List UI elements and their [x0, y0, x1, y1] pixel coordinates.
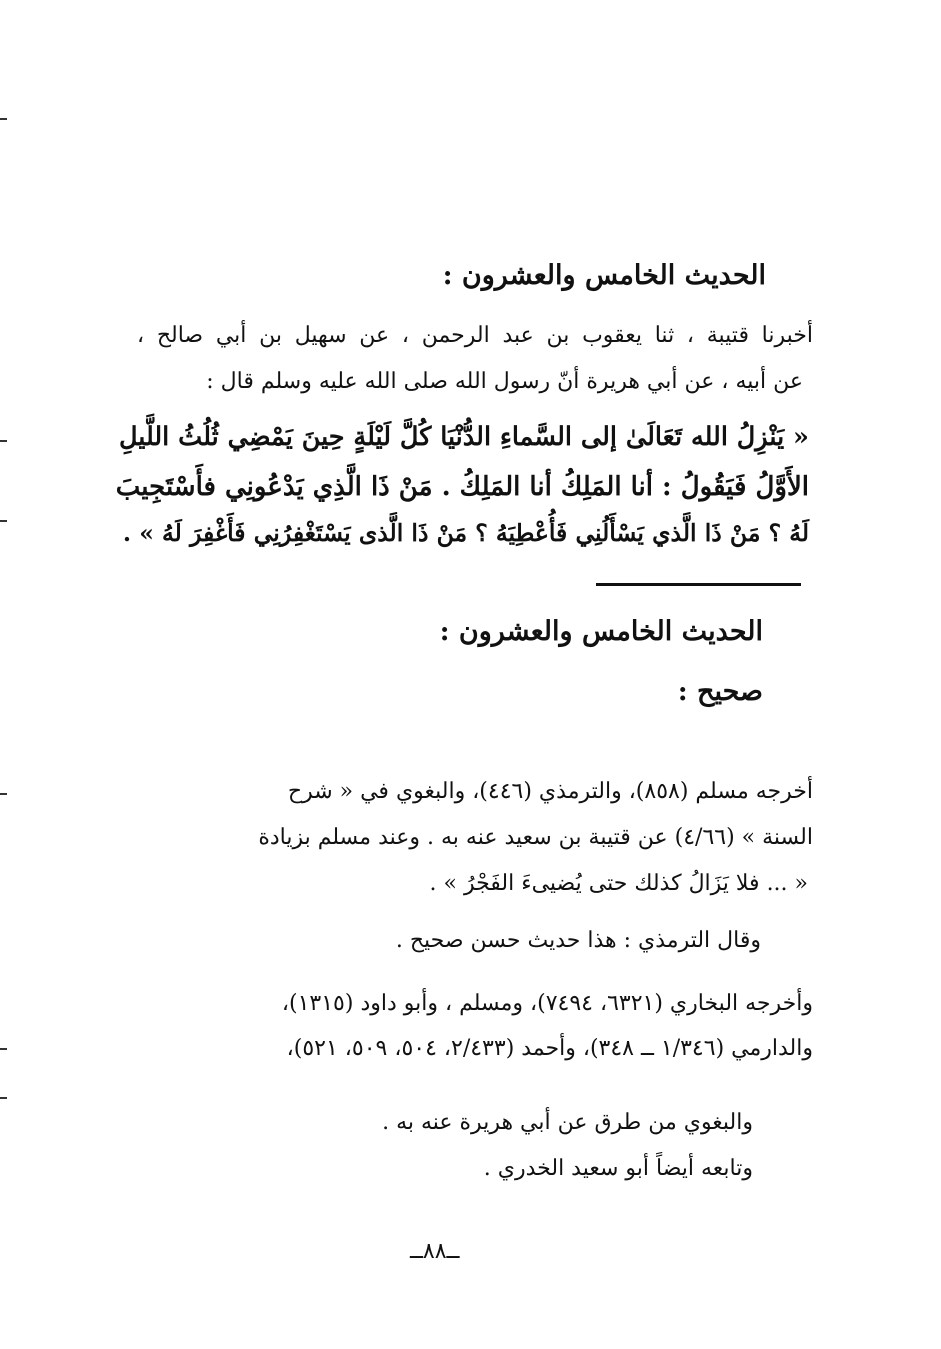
hadith-text-line: « يَنْزِلُ الله تَعَالَىٰ إلى السَّماءِ الدُّنْيَا كُلَّ لَيْلَةٍ حِينَ يَمْضِي ثُلُثُ اللَّيلِ — [118, 422, 809, 452]
hadith-text-line: لَهُ ؟ مَنْ ذَا الَّذي يَسْأَلُنِي فَأُعْطِيَهُ ؟ مَنْ ذَا الَّذى يَسْتَغْفِرُنِي فَأَغْفِرَ لَهُ » . — [122, 519, 809, 547]
tirmidhi-grading: وقال الترمذي : هذا حديث حسن صحيح . — [395, 928, 761, 953]
page-number: ــ٨٨ــ — [410, 1239, 460, 1264]
margin-mark — [0, 1048, 7, 1050]
takhrij-line: وتابعه أيضاً أبو سعيد الخدري . — [483, 1156, 753, 1181]
takhrij-line: « ... فلا يَزَالُ كذلك حتى يُضيىءَ الفَجْرُ » . — [429, 871, 808, 896]
takhrij-line: أخرجه مسلم (٨٥٨)، والترمذي (٤٤٦)، والبغوي في « شرح — [287, 779, 813, 804]
isnad-line: أخبرنا قتيبة ، ثنا يعقوب بن عبد الرحمن ، عن سهيل بن أبي صالح ، — [137, 323, 813, 348]
margin-mark — [0, 1097, 7, 1099]
separator-rule — [596, 583, 801, 586]
takhrij-line: والبغوي من طرق عن أبي هريرة عنه به . — [382, 1110, 753, 1135]
takhrij-line: السنة » (٤/٦٦) عن قتيبة بن سعيد عنه به . وعند مسلم بزيادة — [258, 825, 813, 850]
takhrij-line: وأخرجه البخاري (٦٣٢١، ٧٤٩٤)، ومسلم ، وأبو داود (١٣١٥)، — [281, 991, 813, 1016]
margin-mark — [0, 440, 7, 442]
isnad-line: عن أبيه ، عن أبي هريرة أنّ رسول الله صلى الله عليه وسلم قال : — [206, 369, 803, 394]
margin-mark — [0, 793, 7, 795]
margin-mark — [0, 118, 7, 120]
grade-heading: صحيح : — [677, 676, 763, 707]
section-heading: الحديث الخامس والعشرون : — [442, 260, 766, 291]
takhrij-line: والدارمي (١/٣٤٦ ــ ٣٤٨)، وأحمد (٢/٤٣٣، ٥٠٤، ٥٠٩، ٥٢١)، — [286, 1036, 813, 1061]
margin-mark — [0, 520, 7, 522]
hadith-text-line: الأَوَّلُ فَيَقُولُ : أنا المَلِكُ أنا المَلِكُ . مَنْ ذَا الَّذِي يَدْعُونِي فأَسْتَجِيبَ — [115, 472, 809, 502]
section-heading: الحديث الخامس والعشرون : — [439, 616, 763, 647]
